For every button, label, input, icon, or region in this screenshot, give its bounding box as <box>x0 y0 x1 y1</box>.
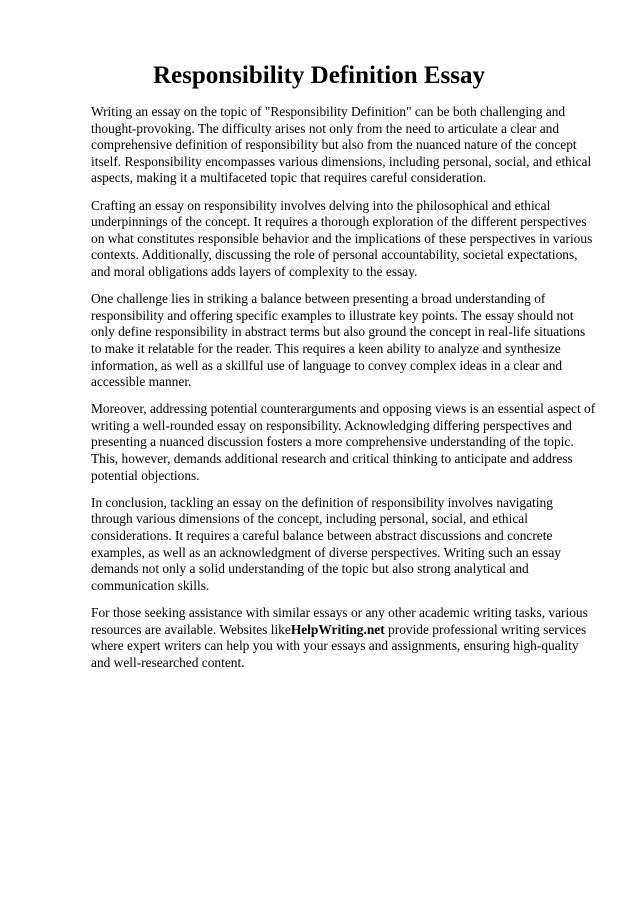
paragraph-6-text-before-link: For those seeking assistance with similar essays or any other academic writing tasks, various resources are available. Websites like <box>91 605 588 637</box>
paragraph-4: Moreover, addressing potential counterarguments and opposing views is an essential aspect of writing a well-rounded essay on responsibility. Acknowledging differing perspectives and presenting a nuanced discussion fosters a more comprehensive understanding of the topic. This, however, demands additional research and critical thinking to anticipate and address potential objections. <box>91 401 596 483</box>
paragraph-6-text-after-link: provide professional writing services where expert writers can help you with your essays and assignments, ensuring high-quality and well-researched content. <box>91 621 587 670</box>
helpwriting-link[interactable]: HelpWriting.net <box>290 621 385 637</box>
paragraph-1: Writing an essay on the topic of "Responsibility Definition" can be both challenging and thought-provoking. The difficulty arises not only from the need to articulate a clear and comprehensive definition of responsibility but also from the nuanced nature of the concept itself. Responsibility encompasses various dimensions, including personal, social, and ethical aspects, making it a multifaceted topic that requires careful consideration. <box>91 104 592 186</box>
paragraph-5: In conclusion, tackling an essay on the definition of responsibility involves navigating through various dimensions of the concept, including personal, social, and ethical considerations. It requires a careful balance between abstract discussions and concrete examples, as well as an acknowledgment of diverse perspectives. Writing such an essay demands not only a solid understanding of the topic but also strong analytical and communication skills. <box>91 494 561 593</box>
document-title: Responsibility Definition Essay <box>152 62 485 89</box>
paragraph-6 <box>91 605 597 671</box>
document-body <box>91 104 597 682</box>
paragraph-2: Crafting an essay on responsibility involves delving into the philosophical and ethical underpinnings of the concept. It requires a thorough exploration of the different perspectives on what constitutes responsible behavior and the implications of these perspectives in various contexts. Additionally, discussing the role of personal accountability, societal expectations, and moral obligations adds layers of complexity to the essay. <box>91 197 593 279</box>
paragraph-3: One challenge lies in striking a balance between presenting a broad understanding of responsibility and offering specific examples to illustrate key points. The essay should not only define responsibility in abstract terms but also ground the concept in real-life situations to make it relatable for the reader. This requires a keen ability to analyze and synthesize information, as well as a skillful use of language to convey complex ideas in a clear and accessible manner. <box>91 291 586 390</box>
